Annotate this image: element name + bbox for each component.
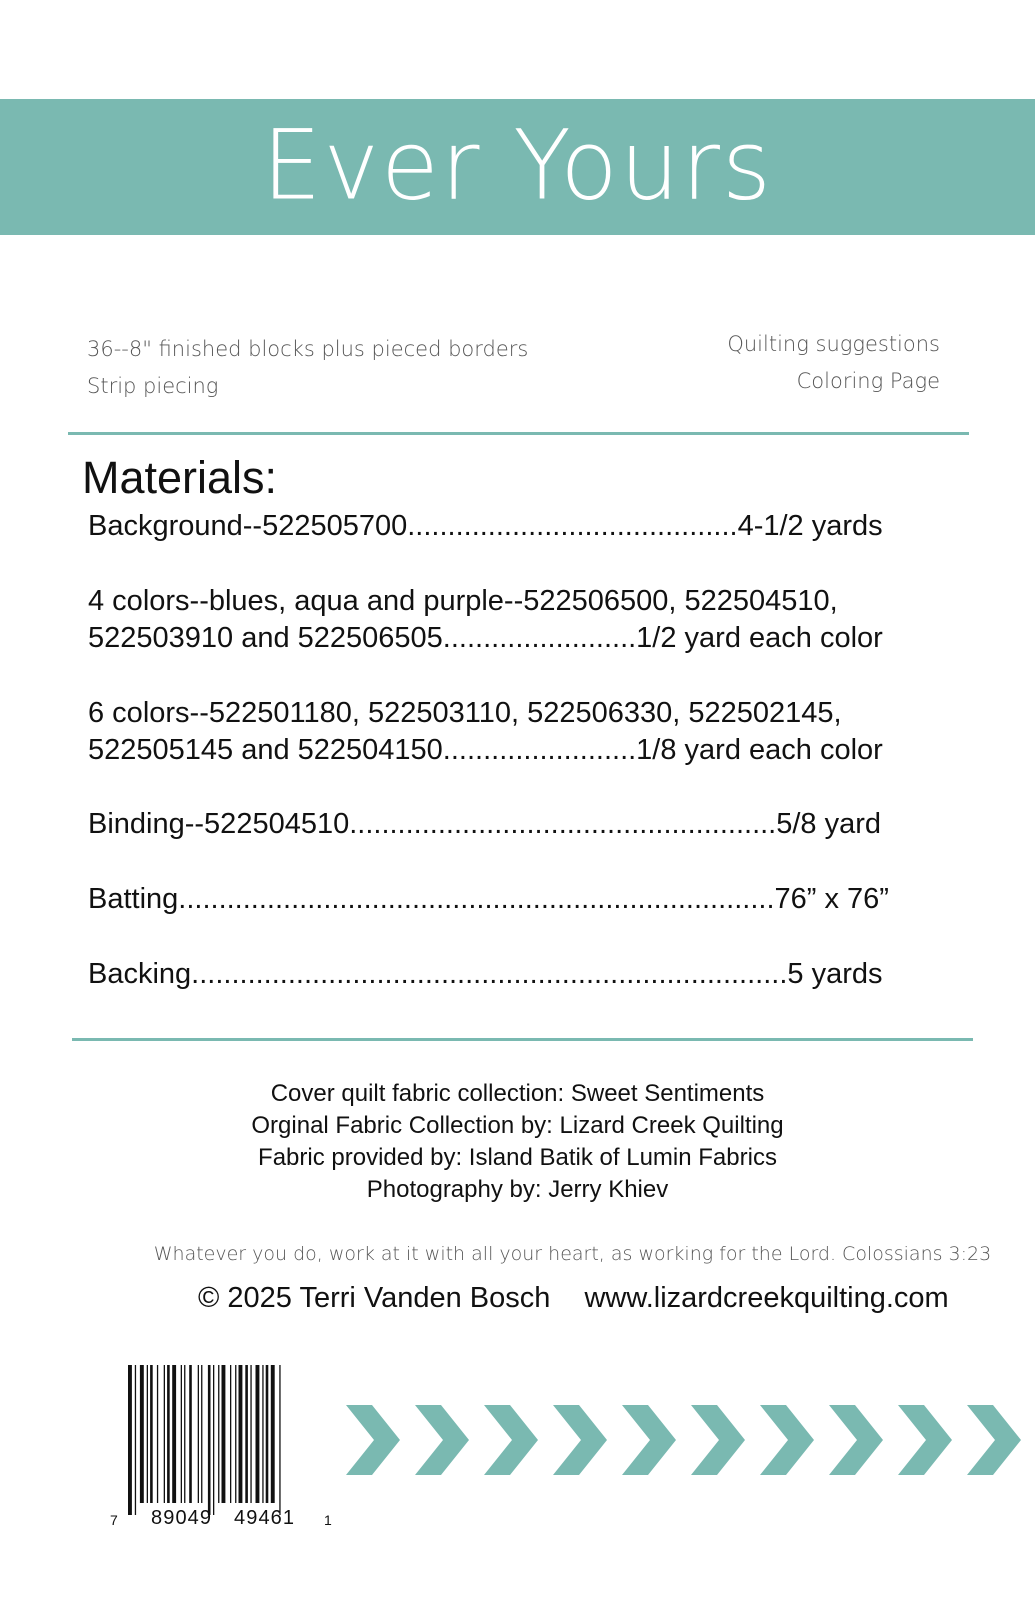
barcode-bar [245, 1365, 248, 1503]
chevron-arrow-icon [829, 1405, 883, 1475]
credit-fabric: Fabric provided by: Island Batik of Lumin Fabrics [258, 1144, 777, 1171]
materials-heading: Materials: [82, 452, 278, 503]
barcode-bar [201, 1365, 202, 1503]
chevron-arrow-icon [553, 1405, 607, 1475]
barcode-bar [235, 1365, 236, 1503]
barcode-bar [218, 1365, 219, 1503]
credit-photography: Photography by: Jerry Khiev [366, 1176, 669, 1203]
material-four-colors-line-1: 4 colors--blues, aqua and purple--522506500, 522504510, [88, 585, 838, 617]
barcode-bar [279, 1365, 280, 1515]
material-backing: Backing..........................................................................5 yards [88, 958, 883, 990]
barcode-bar [262, 1365, 263, 1503]
chevron-arrow-icon [622, 1405, 676, 1475]
barcode-bar [198, 1365, 199, 1503]
barcode-bar [135, 1365, 136, 1515]
barcode-bar [189, 1365, 192, 1503]
barcode-bar [250, 1365, 251, 1503]
barcode-bar [222, 1365, 226, 1503]
material-six-colors-line-1: 6 colors--522501180, 522503110, 522506330, 522502145, [88, 697, 842, 729]
chevron-arrow-icon [760, 1405, 814, 1475]
barcode-bar [128, 1365, 132, 1515]
material-binding: Binding--522504510.....................................................5/8 yard [88, 808, 882, 840]
divider-top [68, 432, 969, 435]
barcode-bar [181, 1365, 182, 1503]
barcode-digits-left: 89049 [151, 1507, 211, 1525]
barcode-bar [271, 1365, 275, 1503]
barcode-digit-lead: 7 [110, 1512, 118, 1525]
credits-block [0, 1078, 1035, 1206]
chevron-arrow-icon [691, 1405, 745, 1475]
chevron-arrow-icon [415, 1405, 469, 1475]
chevron-arrow-icon [346, 1405, 400, 1475]
barcode-digits-right: 49461 [234, 1507, 294, 1525]
barcode-bar [140, 1365, 144, 1503]
barcode-icon [110, 1365, 340, 1525]
copyright-line [198, 1282, 975, 1315]
barcode-bar [147, 1365, 148, 1503]
barcode-bar [172, 1365, 176, 1503]
pattern-title: Ever Yours [261, 110, 774, 223]
barcode-digit-check: 1 [324, 1512, 332, 1525]
material-six-colors-line-2: 522505145 and 522504150........................1/8 yard each color [88, 734, 883, 766]
barcode-bar [266, 1365, 269, 1503]
barcode-bar [256, 1365, 260, 1503]
barcode-bar [150, 1365, 153, 1503]
feature-strip-piecing: Strip piecing [87, 374, 219, 398]
chevron-arrow-icon [484, 1405, 538, 1475]
barcode-bar [164, 1365, 165, 1503]
barcode-bar [167, 1365, 170, 1503]
barcode-bar [184, 1365, 185, 1503]
barcode-bar [208, 1365, 211, 1515]
chevron-arrow-icon [967, 1405, 1021, 1475]
title-banner [0, 99, 1035, 235]
verse-quote: Whatever you do, work at it with all your heart, as working for the Lord. Colossians 3:23 [153, 1243, 992, 1265]
website-link: www.lizardcreekquilting.com [584, 1282, 949, 1314]
barcode-bar [230, 1365, 231, 1503]
material-four-colors-line-2: 522503910 and 522506505........................1/2 yard each color [88, 622, 883, 654]
chevron-arrow-icon [898, 1405, 952, 1475]
divider-bottom [72, 1038, 973, 1041]
barcode-bar [213, 1365, 214, 1515]
chevron-row [346, 1405, 1035, 1475]
copyright-notice: © 2025 Terri Vanden Bosch [198, 1282, 551, 1314]
material-batting: Batting..........................................................................76” x 76” [88, 883, 889, 915]
feature-blocks: 36--8" finished blocks plus pieced borders [87, 337, 529, 361]
barcode-bar [157, 1365, 158, 1503]
credit-collection: Cover quilt fabric collection: Sweet Sentiments [270, 1080, 765, 1107]
credit-original: Orginal Fabric Collection by: Lizard Creek Quilting [251, 1112, 784, 1139]
feature-quilting-suggestions: Quilting suggestions [727, 332, 940, 356]
feature-coloring-page: Coloring Page [796, 369, 940, 393]
barcode-bar [239, 1365, 243, 1503]
material-background: Background--522505700.........................................4-1/2 yards [88, 510, 883, 542]
